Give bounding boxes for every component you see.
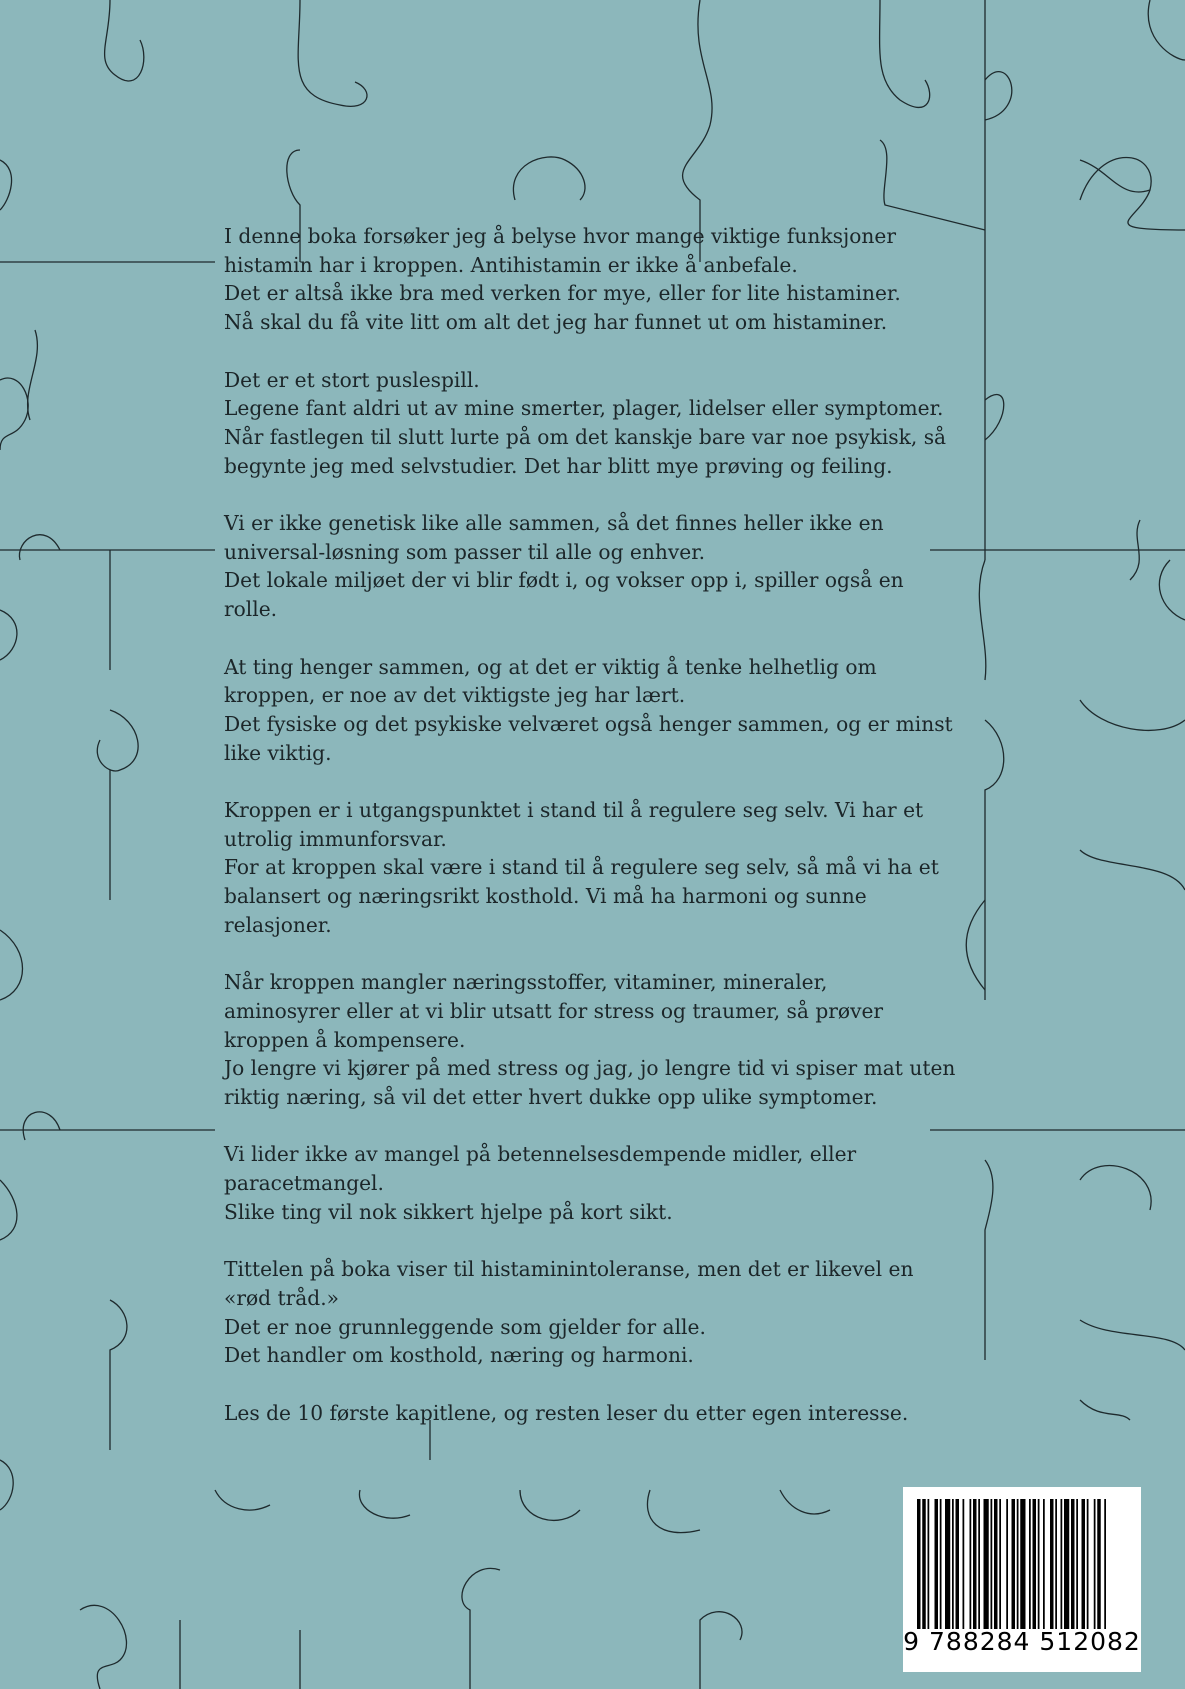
text-line: utrolig immunforsvar. <box>224 826 447 851</box>
text-line: Vi er ikke genetisk like alle sammen, så det finnes heller ikke en <box>224 511 884 535</box>
text-line: Når fastlegen til slutt lurte på om det kanskje bare var noe psykisk, så <box>224 424 947 449</box>
text-line: Det er et stort puslespill. <box>224 367 480 392</box>
paragraph <box>224 1399 924 1428</box>
paragraph <box>224 968 956 1112</box>
text-line: Slike ting vil nok sikkert hjelpe på kort sikt. <box>224 1199 673 1224</box>
text-line: Tittelen på boka viser til histaminintoleranse, men det er likevel en <box>224 1257 914 1282</box>
paragraph <box>224 222 924 337</box>
text-line: balansert og næringsrikt kosthold. Vi må ha harmoni og sunne <box>224 884 867 909</box>
paragraph <box>224 1140 924 1226</box>
text-line: Det er noe grunnleggende som gjelder for alle. <box>224 1314 706 1339</box>
text-line: I denne boka forsøker jeg å belyse hvor mange viktige funksjoner <box>224 224 897 248</box>
text-line: Det handler om kosthold, næring og harmoni. <box>224 1343 694 1368</box>
paragraph <box>224 653 953 768</box>
text-line: Det er altså ikke bra med verken for mye, eller for lite histaminer. <box>224 281 901 306</box>
text-line: Det lokale miljøet der vi blir født i, og vokser opp i, spiller også en <box>224 568 904 593</box>
paragraph <box>224 366 947 481</box>
isbn-barcode <box>903 1487 1141 1672</box>
paragraph-list <box>224 222 956 1427</box>
paragraph <box>224 796 939 940</box>
paragraph <box>224 509 924 624</box>
text-line: riktig næring, så vil det etter hvert dukke opp ulike symptomer. <box>224 1085 878 1110</box>
isbn-number: 9 788284 512082 <box>903 1627 1141 1656</box>
text-line: Les de 10 første kapitlene, og resten leser du etter egen interesse. <box>224 1400 909 1425</box>
text-line: paracetmangel. <box>224 1171 384 1196</box>
text-line: relasjoner. <box>224 912 332 937</box>
back-cover-text <box>224 222 956 1456</box>
paragraph <box>224 1255 924 1370</box>
text-line: begynte jeg med selvstudier. Det har blitt mye prøving og feiling. <box>224 453 893 478</box>
text-line: Legene fant aldri ut av mine smerter, plager, lidelser eller symptomer. <box>224 396 944 421</box>
text-line: «rød tråd.» <box>224 1285 339 1310</box>
text-line: Vi lider ikke av mangel på betennelsesdempende midler, eller <box>224 1142 857 1167</box>
text-line: rolle. <box>224 597 278 622</box>
text-line: kroppen å kompensere. <box>224 1027 466 1052</box>
barcode-icon <box>913 1499 1131 1629</box>
text-line: aminosyrer eller at vi blir utsatt for stress og traumer, så prøver <box>224 998 884 1023</box>
text-line: Når kroppen mangler næringsstoffer, vitaminer, mineraler, <box>224 970 828 995</box>
text-line: Jo lengre vi kjører på med stress og jag, jo lengre tid vi spiser mat uten <box>224 1056 956 1081</box>
text-line: At ting henger sammen, og at det er viktig å tenke helhetlig om <box>224 654 877 679</box>
text-line: universal-løsning som passer til alle og enhver. <box>224 539 706 564</box>
text-line: For at kroppen skal være i stand til å regulere seg selv, så må vi ha et <box>224 855 939 880</box>
text-line: Det fysiske og det psykiske velværet også henger sammen, og er minst <box>224 711 953 736</box>
text-line: Kroppen er i utgangspunktet i stand til å regulere seg selv. Vi har et <box>224 798 924 822</box>
text-line: kroppen, er noe av det viktigste jeg har lært. <box>224 683 686 708</box>
text-line: like viktig. <box>224 740 332 765</box>
text-line: Nå skal du få vite litt om alt det jeg har funnet ut om histaminer. <box>224 310 888 335</box>
text-line: histamin har i kroppen. Antihistamin er ikke å anbefale. <box>224 252 798 277</box>
